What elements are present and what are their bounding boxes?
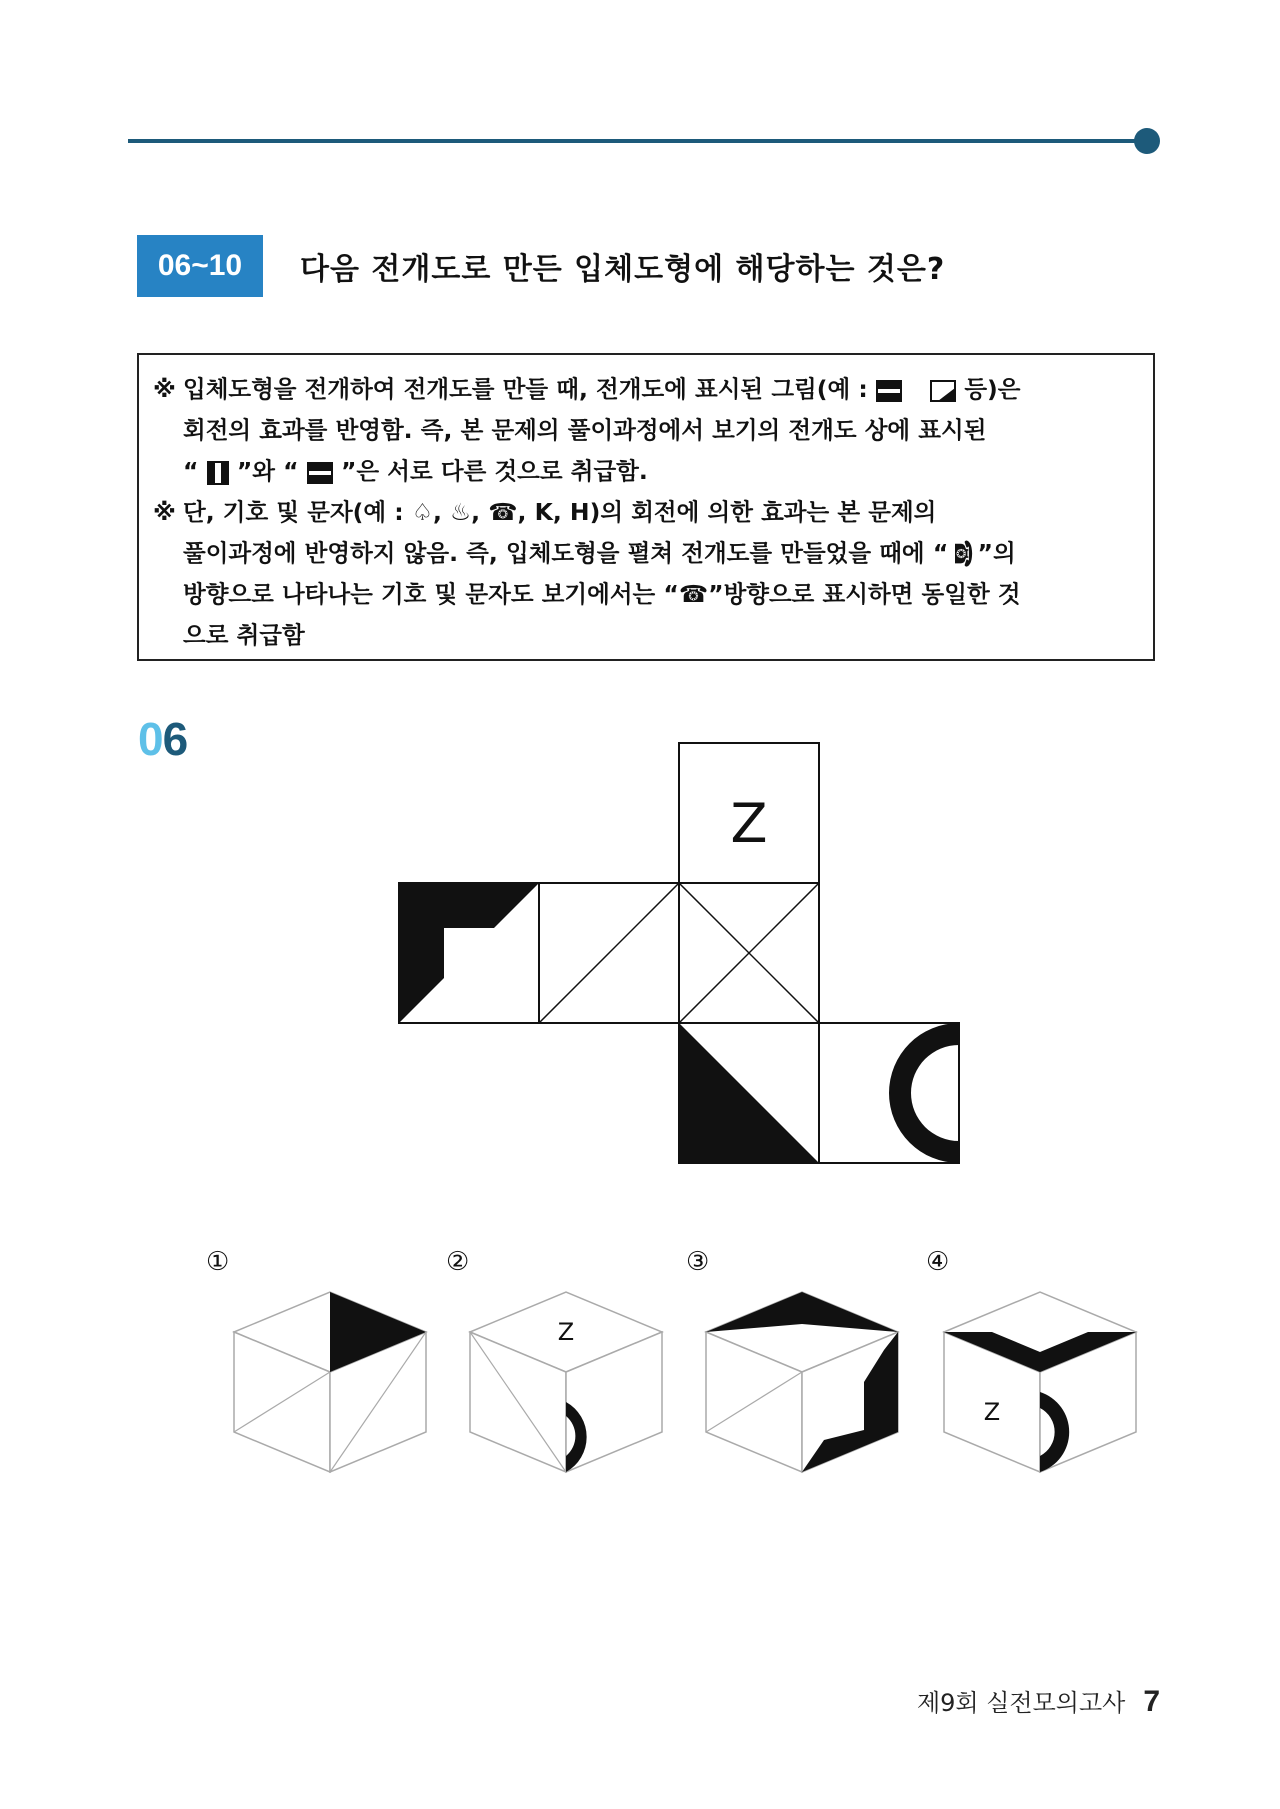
net-face-z-letter: Z	[730, 792, 768, 855]
rotated-phone-icon: ☎	[949, 538, 978, 569]
note-2-line-4: 으로 취급함	[183, 621, 305, 649]
note-1-line-3: “ ”와 “ ”은 서로 다른 것으로 취급함.	[183, 457, 648, 485]
choice-4-cube[interactable]	[942, 1290, 1138, 1476]
note-2-line-3: 방향으로 나타나는 기호 및 문자도 보기에서는 “☎”방향으로 표시하면 동일한 것	[183, 580, 1021, 608]
note-mark: ※	[153, 375, 176, 403]
choice-4-cube-letter: Z	[983, 1398, 1001, 1426]
note-2-line-1: 단, 기호 및 문자(예 : ♤, ♨, ☎, K, H)의 회전에 의한 효과는 본 문제의	[183, 498, 937, 526]
choice-1-label[interactable]: ①	[206, 1247, 230, 1277]
top-rule	[128, 139, 1148, 143]
note-mark: ※	[153, 498, 176, 526]
choice-3-cube[interactable]	[704, 1290, 900, 1476]
footer-title: 제9회 실전모의고사	[916, 1689, 1126, 1717]
question-range-badge: 06~10	[137, 235, 263, 297]
vertical-stripes-square-icon	[207, 461, 229, 485]
choice-2-label[interactable]: ②	[446, 1247, 470, 1277]
choice-2-cube-letter: Z	[557, 1318, 575, 1346]
note-1-line-2: 회전의 효과를 반영함. 즉, 본 문제의 풀이과정에서 보기의 전개도 상에 표시된	[183, 416, 987, 444]
note-2	[153, 492, 1137, 656]
choice-4-label[interactable]: ④	[926, 1247, 950, 1277]
note-1	[153, 369, 1137, 492]
half-filled-square-icon	[876, 380, 902, 402]
choice-3-label[interactable]: ③	[686, 1247, 710, 1277]
choice-2-cube[interactable]	[468, 1290, 664, 1476]
horizontal-stripes-square-icon	[307, 462, 333, 484]
question-number: 06	[138, 713, 188, 765]
note-2-line-2: 풀이과정에 반영하지 않음. 즉, 입체도형을 펼쳐 전개도를 만들었을 때에 “☎”의	[183, 538, 1016, 569]
question-title: 다음 전개도로 만든 입체도형에 해당하는 것은?	[300, 252, 946, 287]
top-rule-dot	[1134, 128, 1160, 154]
page-number: 7	[1143, 1685, 1160, 1718]
corner-triangle-square-icon	[930, 380, 956, 402]
page-footer	[917, 1683, 1160, 1719]
cube-net-figure	[398, 742, 968, 1182]
note-1-line-1: 입체도형을 전개하여 전개도를 만들 때, 전개도에 표시된 그림(예 : 등)은	[183, 375, 1021, 403]
choice-1-cube[interactable]	[232, 1290, 428, 1476]
instruction-box	[137, 353, 1155, 661]
